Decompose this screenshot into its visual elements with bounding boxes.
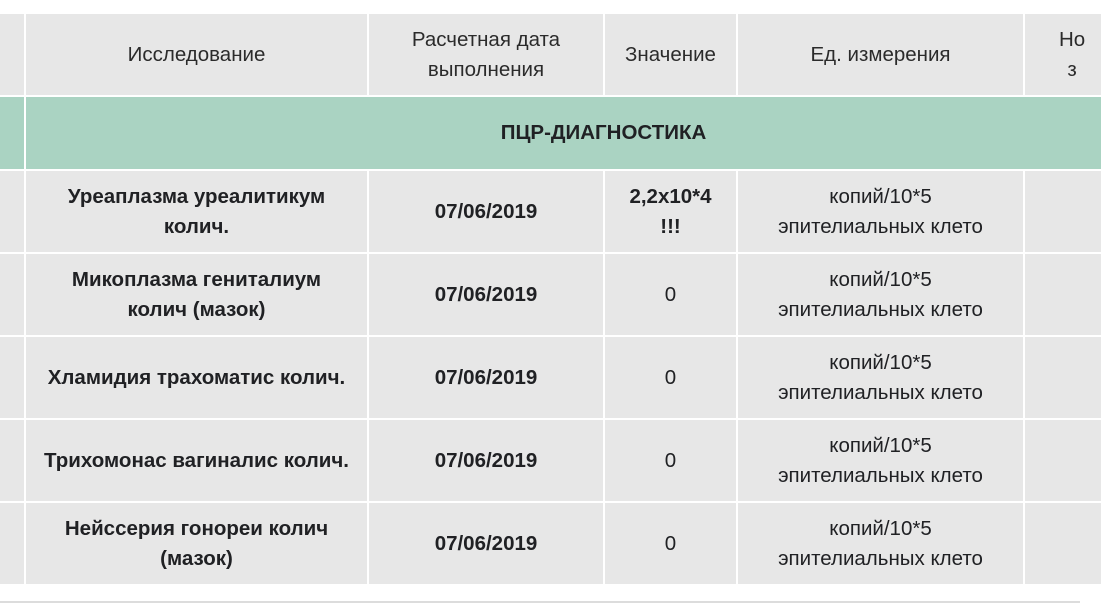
header-value [605,14,736,95]
row-unit [738,420,1023,501]
row-name-line1: Уреаплазма уреалитикум [67,184,326,208]
row-value [605,337,736,418]
row-unit-line2: эпителиальных клето [778,380,983,404]
row-name-line2: (мазок) [160,546,233,570]
header-date-line1: Расчетная дата [411,27,561,51]
row-value [605,171,736,252]
row-left-cell [0,337,24,418]
header-norm-line2: з [1067,57,1077,81]
row-value [605,420,736,501]
row-date-value: 07/06/2019 [434,282,538,306]
row-value-line1: 2,2x10*4 [629,184,712,208]
section-left-cell [0,97,24,169]
row-left-cell [0,503,24,584]
header-unit-label: Ед. измерения [810,42,951,66]
row-unit [738,254,1023,335]
row-left-cell [0,420,24,501]
row-value-line1: 0 [664,531,677,555]
header-date-line2: выполнения [427,57,545,81]
row-norm [1025,420,1101,501]
row-unit-line1: копий/10*5 [829,350,932,374]
section-header [26,97,1101,169]
row-date [369,420,603,501]
row-name-line1: Хламидия трахоматис колич. [47,365,346,389]
results-table [0,14,1101,584]
row-unit-line2: эпителиальных клето [778,214,983,238]
row-unit-line2: эпителиальных клето [778,546,983,570]
header-date [369,14,603,95]
row-date [369,503,603,584]
row-value-line1: 0 [664,365,677,389]
bottom-divider [0,601,1080,603]
section-title: ПЦР-ДИАГНОСТИКА [500,121,707,144]
row-norm [1025,503,1101,584]
row-unit [738,503,1023,584]
header-left-cell [0,14,24,95]
row-date-value: 07/06/2019 [434,531,538,555]
row-unit-line2: эпителиальных клето [778,463,983,487]
row-unit-line1: копий/10*5 [829,184,932,208]
row-name [26,254,367,335]
row-value-line1: 0 [664,448,677,472]
row-norm [1025,337,1101,418]
row-unit-line1: копий/10*5 [829,433,932,457]
row-date [369,171,603,252]
row-name [26,420,367,501]
row-left-cell [0,254,24,335]
row-value [605,503,736,584]
row-name-line1: Трихомонас вагиналис колич. [44,448,349,472]
row-unit [738,337,1023,418]
header-value-label: Значение [625,42,716,66]
row-date-value: 07/06/2019 [434,199,538,223]
row-value [605,254,736,335]
header-norm-line1: Но [1059,27,1086,51]
row-date-value: 07/06/2019 [434,448,538,472]
row-name-line2: колич (мазок) [127,297,266,321]
row-unit-line2: эпителиальных клето [778,297,983,321]
header-norm [1025,14,1101,95]
row-name [26,337,367,418]
row-name [26,503,367,584]
row-left-cell [0,171,24,252]
header-unit [738,14,1023,95]
row-date [369,337,603,418]
row-norm [1025,254,1101,335]
row-name-line1: Нейссерия гонореи колич [64,516,329,540]
row-value-line1: 0 [664,282,677,306]
row-norm [1025,171,1101,252]
row-unit [738,171,1023,252]
row-name [26,171,367,252]
row-date-value: 07/06/2019 [434,365,538,389]
header-investigation [26,14,367,95]
row-value-flag: !!! [660,214,681,238]
row-unit-line1: копий/10*5 [829,267,932,291]
row-name-line1: Микоплазма гениталиум [71,267,322,291]
row-date [369,254,603,335]
row-name-line2: колич. [163,214,230,238]
row-unit-line1: копий/10*5 [829,516,932,540]
header-investigation-label: Исследование [127,42,266,66]
